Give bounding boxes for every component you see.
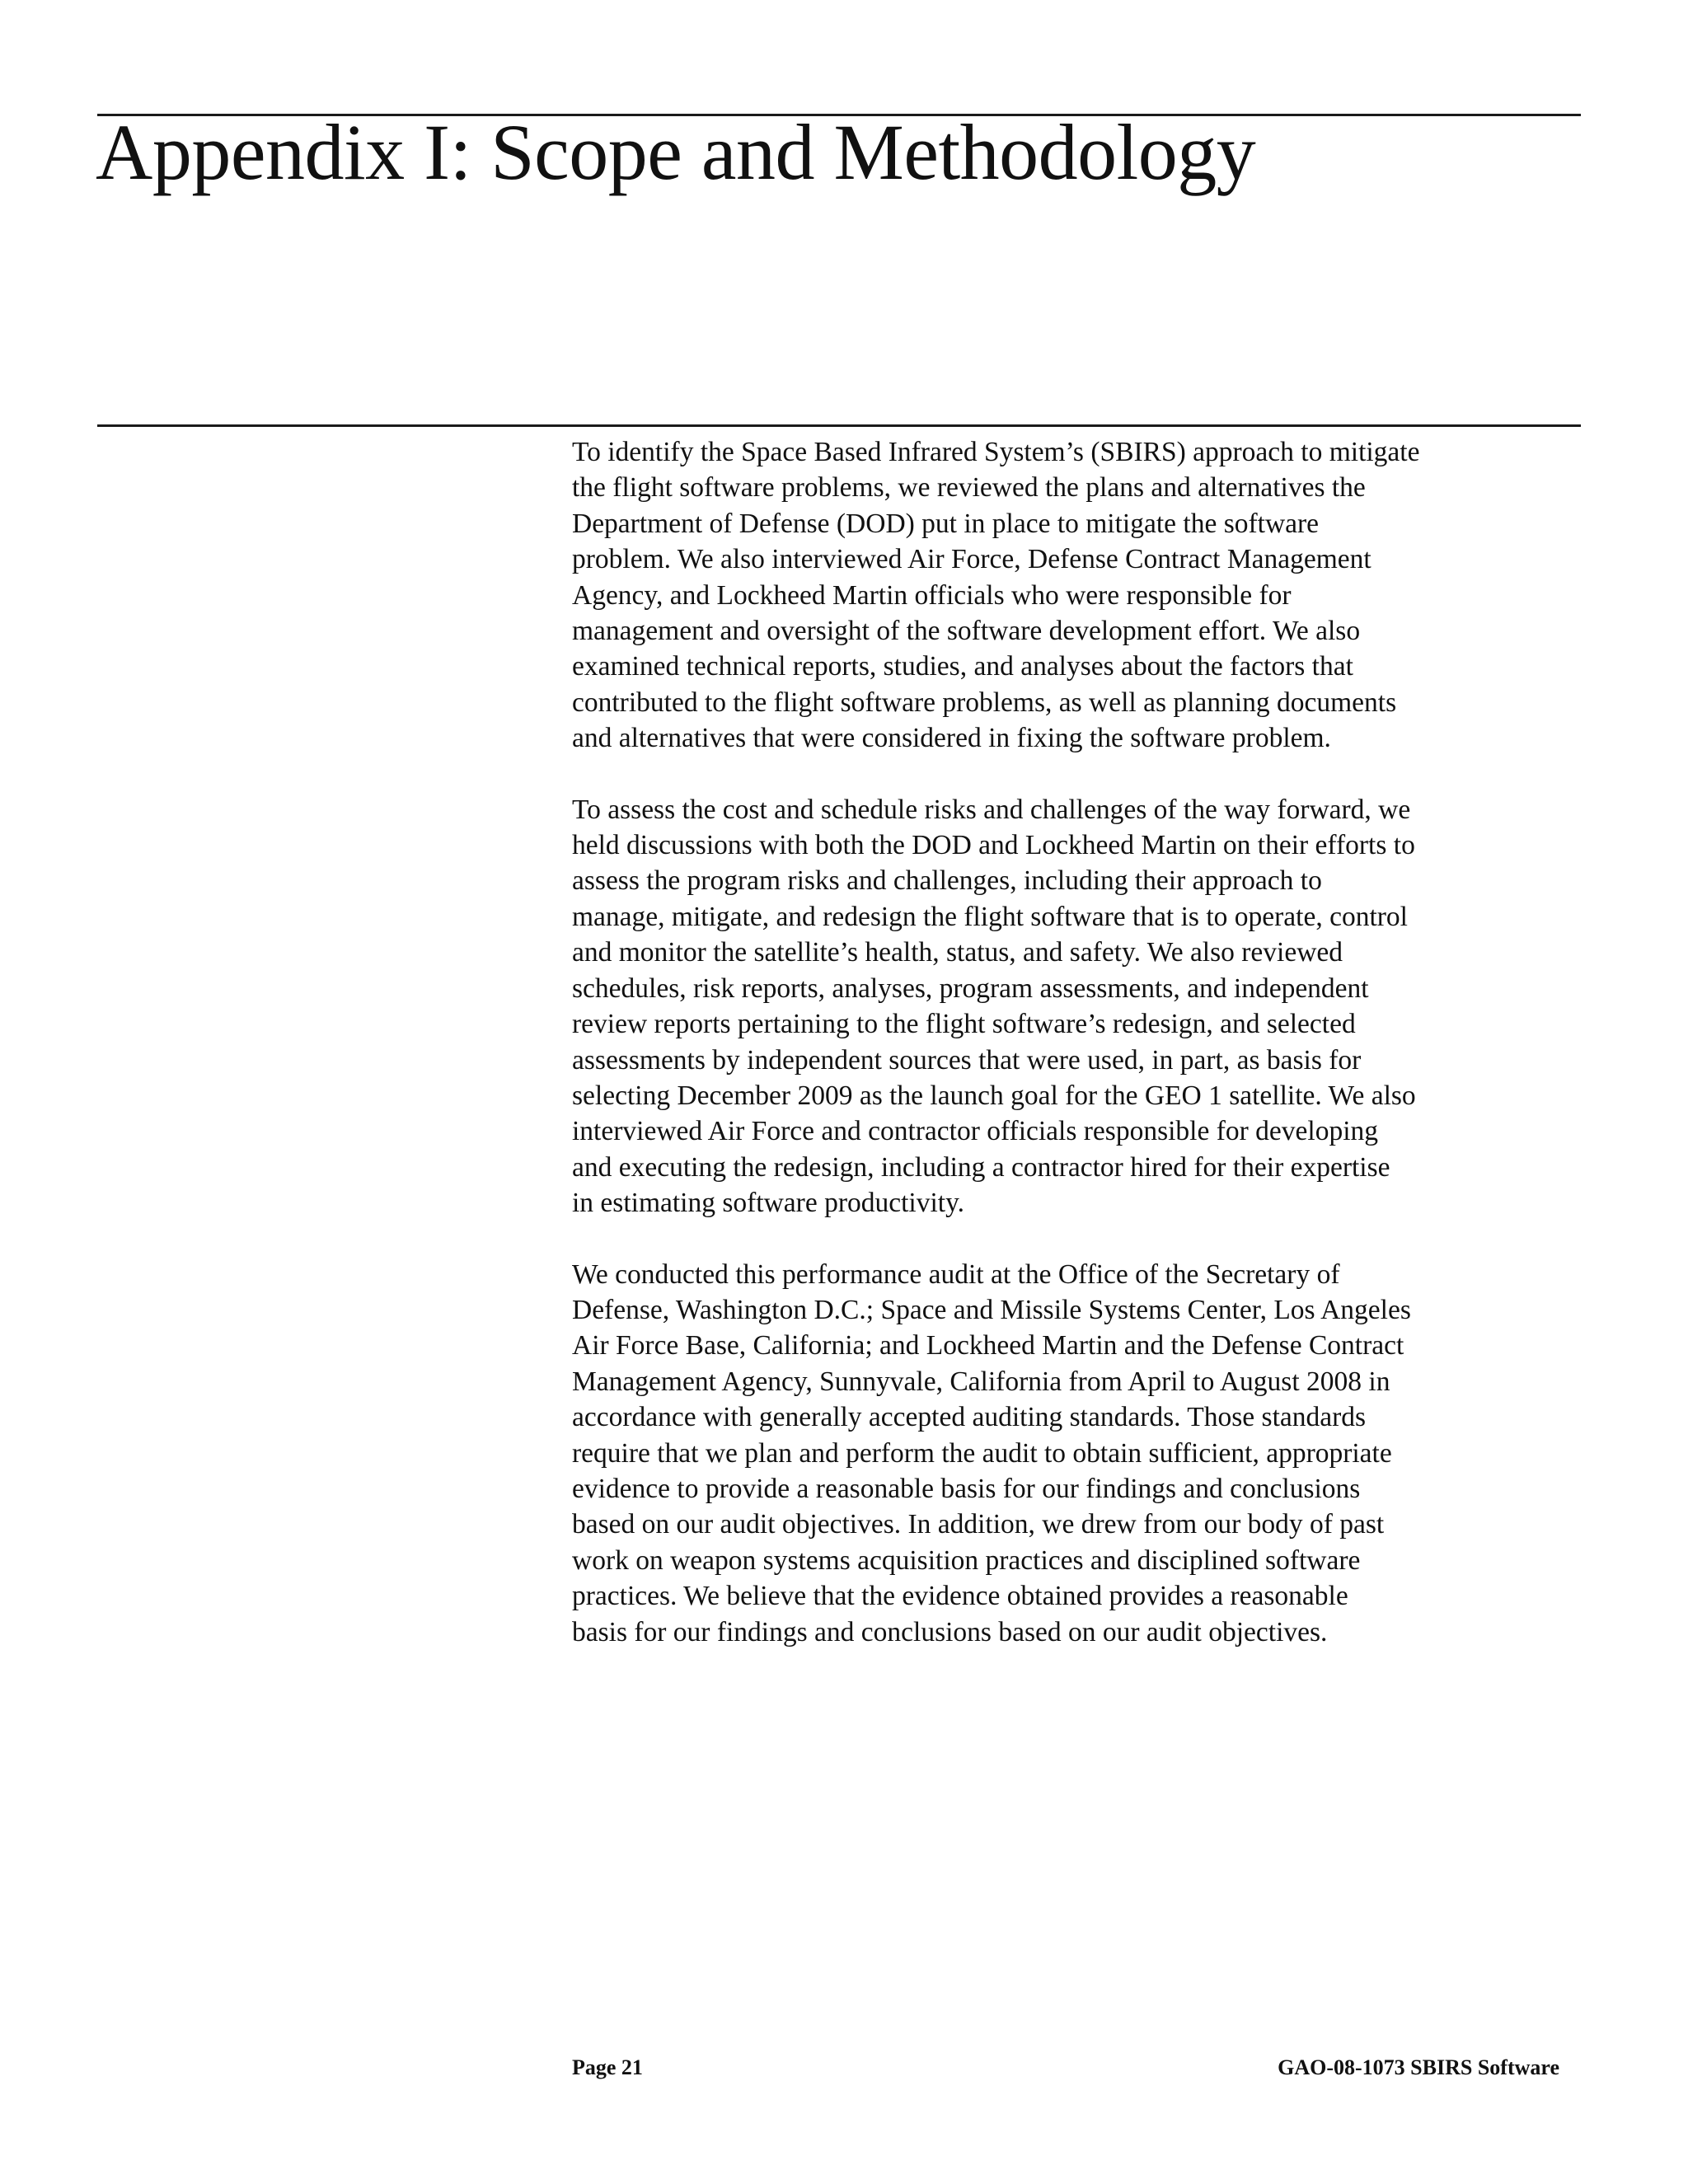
text-line: work on weapon systems acquisition practices and disciplined software (572, 1544, 1361, 1576)
text-line: practices. We believe that the evidence obtained provides a reasonable (572, 1581, 1348, 1612)
text-line: Agency, and Lockheed Martin officials who were responsible for (572, 579, 1292, 611)
text-line: review reports pertaining to the flight software’s redesign, and selected (572, 1009, 1356, 1040)
text-line: and executing the redesign, including a contractor hired for their expertise (572, 1151, 1390, 1183)
paragraph-1 (572, 434, 1586, 757)
text-line: Air Force Base, California; and Lockheed Martin and the Defense Contract (572, 1330, 1404, 1361)
text-line: the flight software problems, we reviewed the plans and alternatives the (572, 472, 1366, 504)
text-line: selecting December 2009 as the launch goal for the GEO 1 satellite. We also (572, 1080, 1416, 1111)
text-line: and alternatives that were considered in fixing the software problem. (572, 723, 1331, 754)
body-text (572, 434, 1586, 1685)
text-line: based on our audit objectives. In addition, we drew from our body of past (572, 1509, 1385, 1540)
page-number: Page 21 (572, 2055, 643, 2079)
text-line: problem. We also interviewed Air Force, Defense Contract Management (572, 544, 1372, 575)
section-rule (97, 424, 1581, 427)
text-line: contributed to the flight software problems, as well as planning documents (572, 687, 1397, 718)
text-line: management and oversight of the software development effort. We also (572, 616, 1361, 647)
text-line: manage, mitigate, and redesign the flight software that is to operate, control (572, 901, 1408, 932)
text-line: Management Agency, Sunnyvale, California from April to August 2008 in (572, 1366, 1390, 1397)
page-title: Appendix I: Scope and Methodology (96, 108, 1256, 196)
text-line: accordance with generally accepted auditing standards. Those standards (572, 1402, 1367, 1433)
text-line: in estimating software productivity. (572, 1188, 965, 1219)
text-line: held discussions with both the DOD and Lockheed Martin on their efforts to (572, 830, 1415, 861)
text-line: and monitor the satellite’s health, status, and safety. We also reviewed (572, 937, 1343, 968)
text-line: To identify the Space Based Infrared System’s (SBIRS) approach to mitigate (572, 437, 1420, 467)
text-line: To assess the cost and schedule risks and challenges of the way forward, we (572, 794, 1411, 825)
report-id: GAO-08-1073 SBIRS Software (1278, 2055, 1559, 2079)
text-line: basis for our findings and conclusions based on our audit objectives. (572, 1616, 1328, 1647)
text-line: evidence to provide a reasonable basis for our findings and conclusions (572, 1473, 1361, 1504)
text-line: We conducted this performance audit at the Office of the Secretary of (572, 1258, 1340, 1290)
paragraph-3 (572, 1257, 1586, 1650)
text-line: schedules, risk reports, analyses, program assessments, and independent (572, 972, 1369, 1004)
text-line: assess the program risks and challenges, including their approach to (572, 865, 1322, 897)
text-line: require that we plan and perform the audit to obtain sufficient, appropriate (572, 1437, 1392, 1469)
text-line: examined technical reports, studies, and analyses about the factors that (572, 651, 1353, 682)
text-line: Department of Defense (DOD) put in place to mitigate the software (572, 508, 1320, 539)
paragraph-2 (572, 792, 1586, 1221)
text-line: interviewed Air Force and contractor officials responsible for developing (572, 1116, 1379, 1147)
text-line: assessments by independent sources that were used, in part, as basis for (572, 1044, 1362, 1076)
text-line: Defense, Washington D.C.; Space and Missile Systems Center, Los Angeles (572, 1294, 1411, 1325)
